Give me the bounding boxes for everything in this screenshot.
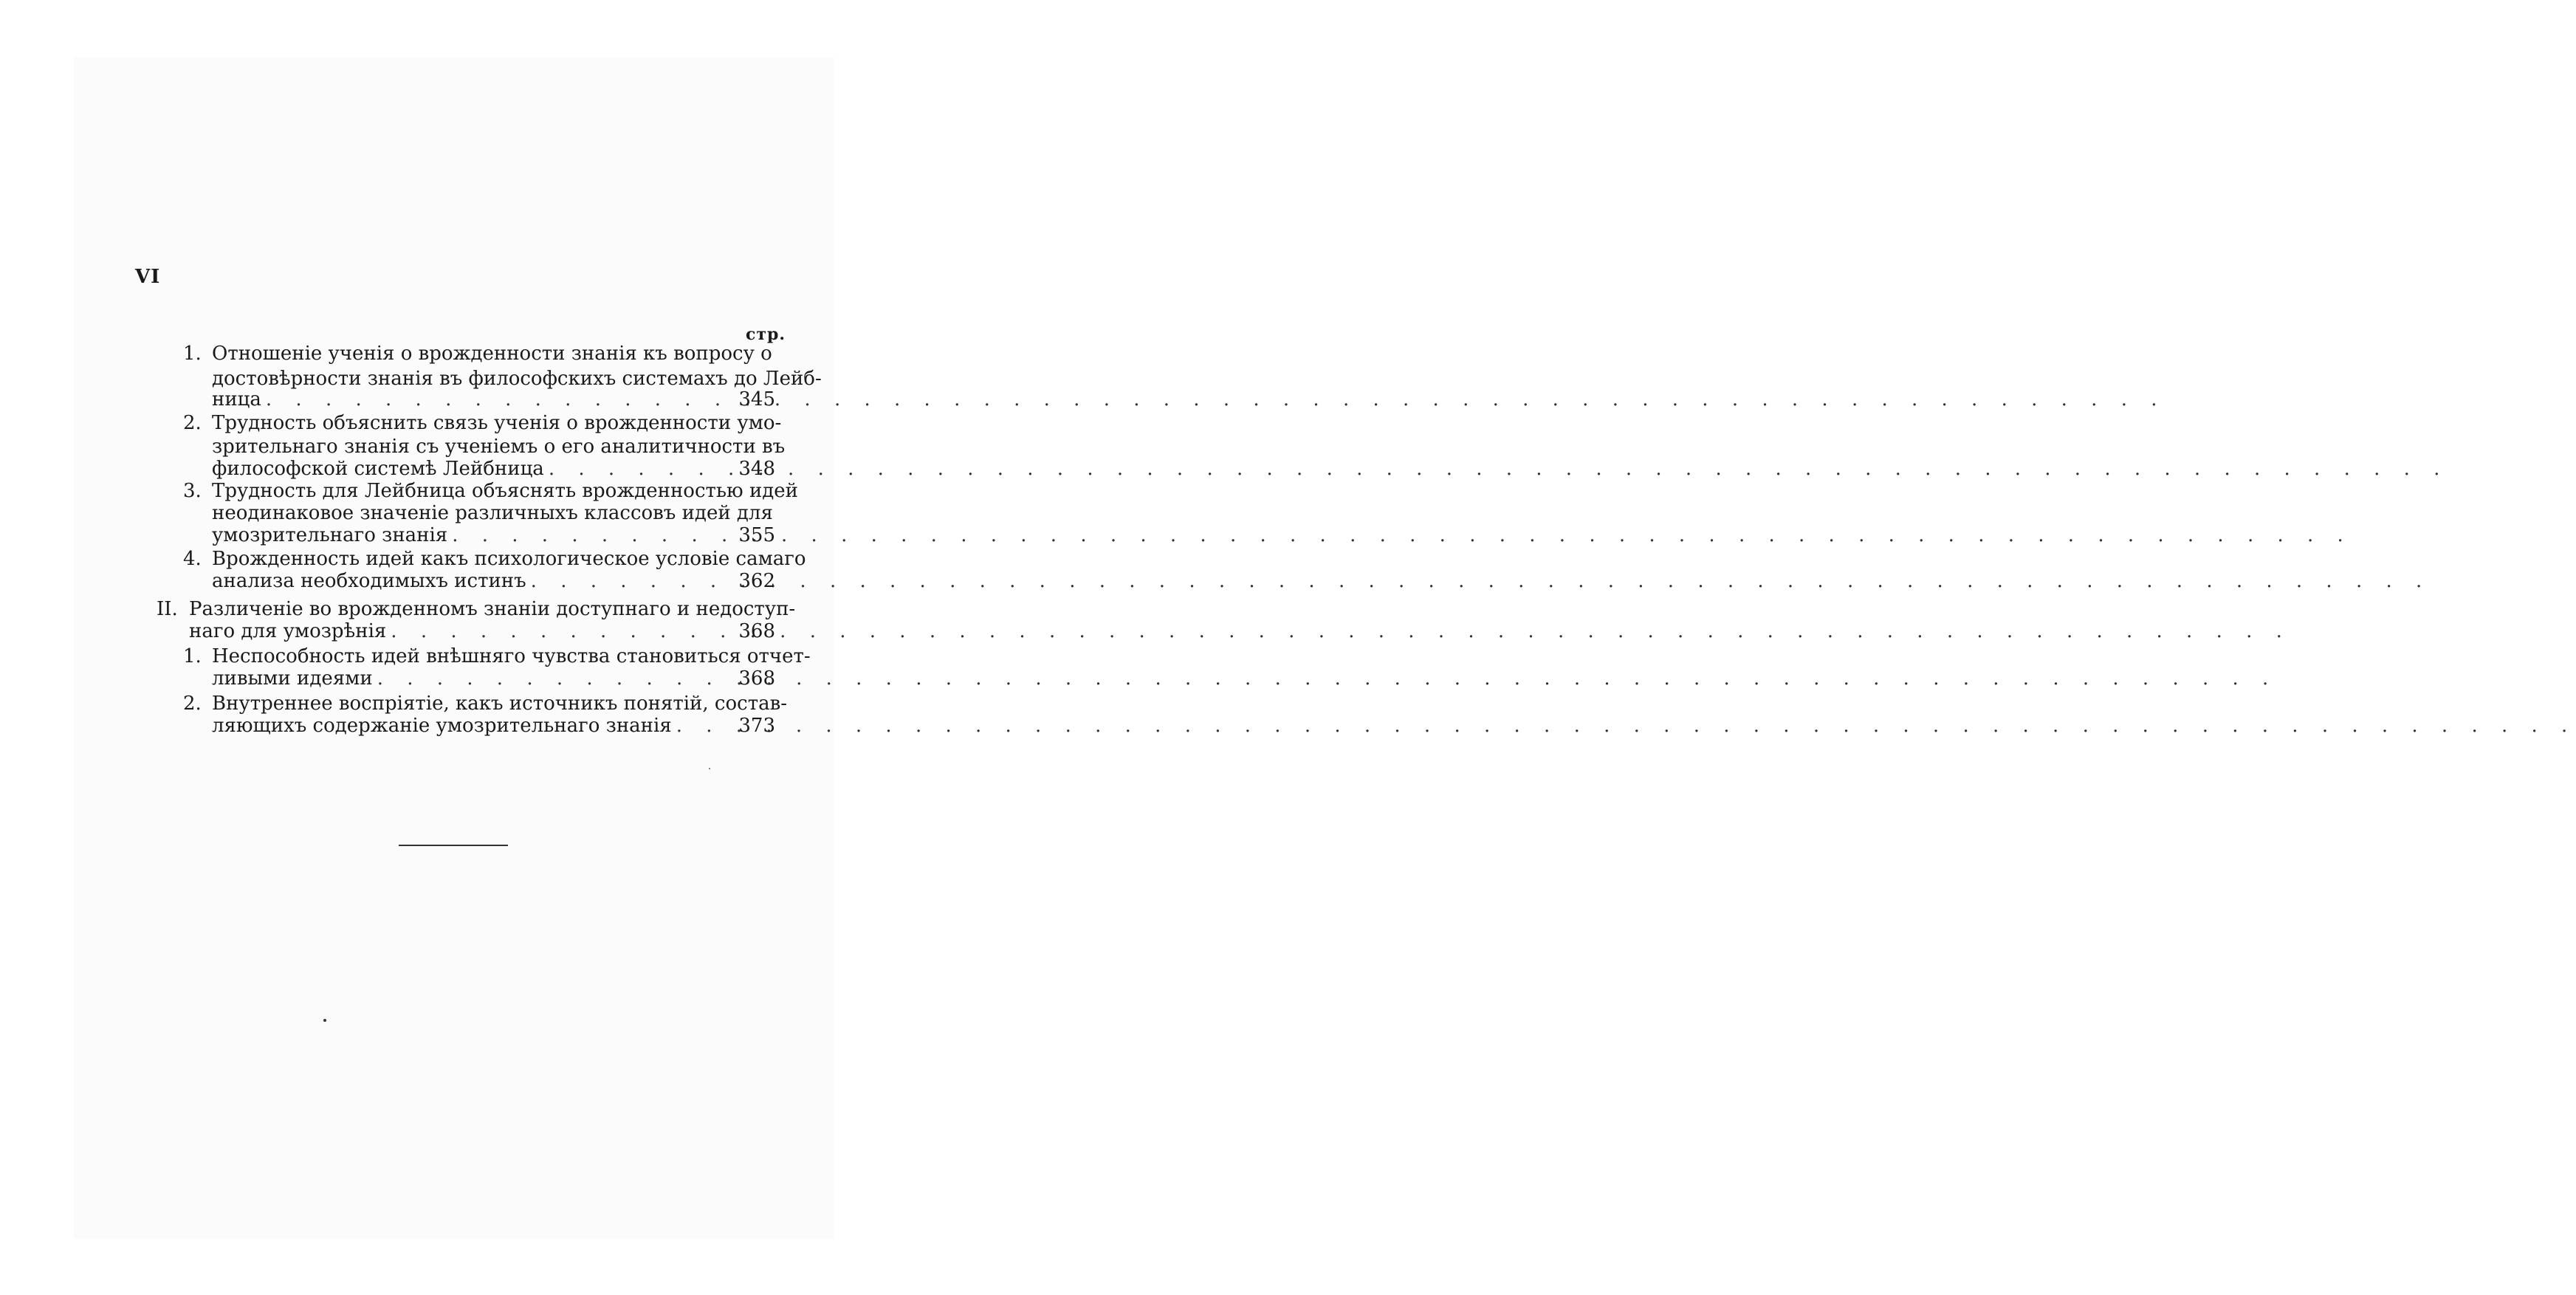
entry-line-leader <box>212 713 729 738</box>
entry-line: Трудность объяснить связь ученія о врожденности умо- <box>212 412 782 434</box>
scan-speck <box>709 768 710 769</box>
dot-leader <box>544 456 2449 481</box>
entry-line: Отношеніе ученія о врожденности знанія къ вопросу о <box>212 343 772 365</box>
entry-line: умозрительнаго знанія <box>212 524 448 546</box>
entry-line: неодинаковое значеніе различныхъ классовъ идей для <box>212 502 773 524</box>
entry-page: 362 <box>738 570 775 592</box>
entry-line: Трудность для Лейбница объяснять врожденностью идей <box>212 480 799 502</box>
entry-line: наго для умозрѣнія <box>189 620 387 642</box>
entry-number: 2. <box>183 693 202 715</box>
entry-number: 4. <box>183 548 202 570</box>
entry-line: философской системѣ Лейбница <box>212 458 544 480</box>
entry-line-leader <box>212 387 729 412</box>
entry-line-leader <box>189 619 729 644</box>
entry-page: 368 <box>738 620 775 642</box>
entry-line-leader <box>212 523 729 548</box>
dot-leader <box>261 387 2166 412</box>
entry-page: 355 <box>738 524 775 546</box>
section-divider <box>399 845 508 846</box>
entry-line-leader <box>212 456 729 481</box>
entry-line: Врожденность идей какъ психологическое условіе самаго <box>212 548 806 570</box>
entry-line: достовѣрности знанія въ философскихъ системахъ до Лейб- <box>212 368 822 390</box>
entry-line: ница <box>212 388 261 411</box>
entry-line: Неспособность идей внѣшняго чувства становиться отчет- <box>212 645 811 667</box>
dot-leader <box>373 666 2278 691</box>
page-number: VI <box>135 266 161 288</box>
entry-line: зрительнаго знанія съ ученіемъ о его аналитичности въ <box>212 436 786 458</box>
entry-number: 3. <box>183 480 202 502</box>
entry-number: 2. <box>183 412 202 434</box>
entry-page: 345 <box>738 388 775 411</box>
entry-line-leader <box>212 666 729 691</box>
entry-number: 1. <box>183 343 202 365</box>
dot-leader <box>386 619 2291 644</box>
dot-leader <box>526 569 2431 594</box>
entry-line: ливыми идеями <box>212 667 373 690</box>
entry-page: 373 <box>738 715 775 737</box>
pages-column-header: стр. <box>746 325 786 344</box>
table-of-contents <box>0 0 916 1295</box>
section-number: II. <box>157 598 178 620</box>
entry-number: 1. <box>183 645 202 667</box>
entry-line: ляющихъ содержаніе умозрительнаго знанія <box>212 715 672 737</box>
entry-line-leader <box>212 569 729 594</box>
entry-line: анализа необходимыхъ истинъ <box>212 570 526 592</box>
entry-page: 368 <box>738 667 775 690</box>
entry-line: Различеніе во врожденномъ знаніи доступнаго и недоступ- <box>189 598 796 620</box>
entry-page: 348 <box>738 458 775 480</box>
scan-speck <box>323 1019 326 1022</box>
entry-line: Внутреннее воспріятіе, какъ источникъ понятій, состав- <box>212 693 787 715</box>
dot-leader <box>672 713 2576 738</box>
